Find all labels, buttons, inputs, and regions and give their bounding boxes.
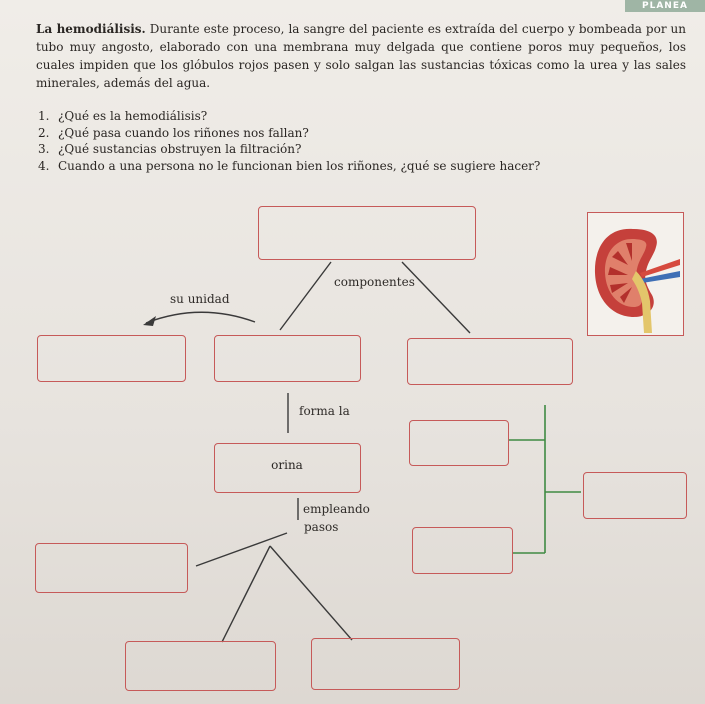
connector-pasos-bottom-right <box>270 546 352 640</box>
concept-box-component-a[interactable] <box>214 335 361 382</box>
question-text: ¿Qué sustancias obstruyen la filtración? <box>58 142 302 156</box>
connector-pasos-bottom-left <box>222 546 270 642</box>
concept-box-paso-b[interactable] <box>311 638 460 690</box>
question-number: 1. <box>38 109 50 123</box>
concept-box-component-b[interactable] <box>407 338 573 385</box>
intro-text: Durante este proceso, la sangre del paciente es extraída del cuerpo y bombeada por un tubo muy angosto, elaborado con una membrana muy delgada que contiene poros muy pequeños, los cuales impiden que los glóbulos rojos pasen y solo salgan las sustancias tóxicas como la urea y las sales minerales, además del agua. <box>36 22 687 90</box>
brand-tag: PLANEA <box>625 0 705 12</box>
concept-box-top[interactable] <box>258 206 476 260</box>
label-pasos: pasos <box>304 520 339 534</box>
connector-componentes-right <box>402 262 470 333</box>
kidney-icon <box>588 213 682 333</box>
connector-componentes-left <box>280 262 331 330</box>
concept-box-su-unidad[interactable] <box>37 335 186 382</box>
concept-box-paso-a[interactable] <box>125 641 276 691</box>
concept-box-paso-left[interactable] <box>35 543 188 593</box>
concept-box-green-2[interactable] <box>583 472 687 519</box>
concept-box-green-1[interactable] <box>409 420 509 466</box>
question-text: ¿Qué pasa cuando los riñones nos fallan? <box>58 125 309 140</box>
su-unidad-arrow <box>146 312 255 323</box>
label-su-unidad: su unidad <box>170 292 230 306</box>
label-forma-la: forma la <box>299 404 350 418</box>
label-componentes: componentes <box>334 275 415 289</box>
kidney-illustration-card <box>587 212 684 336</box>
label-empleando: empleando <box>303 502 370 516</box>
question-number: 4. <box>38 158 50 173</box>
intro-term: La hemodiálisis. <box>36 22 146 36</box>
question-number: 2. <box>38 125 50 140</box>
arrow-head-icon <box>143 316 156 326</box>
question-text: Cuando a una persona no le funcionan bien los riñones, ¿qué se sugiere hacer? <box>58 158 541 173</box>
orina-label: orina <box>271 458 303 472</box>
question-number: 3. <box>38 142 50 156</box>
concept-box-green-3[interactable] <box>412 527 513 574</box>
question-text: ¿Qué es la hemodiálisis? <box>58 109 208 123</box>
